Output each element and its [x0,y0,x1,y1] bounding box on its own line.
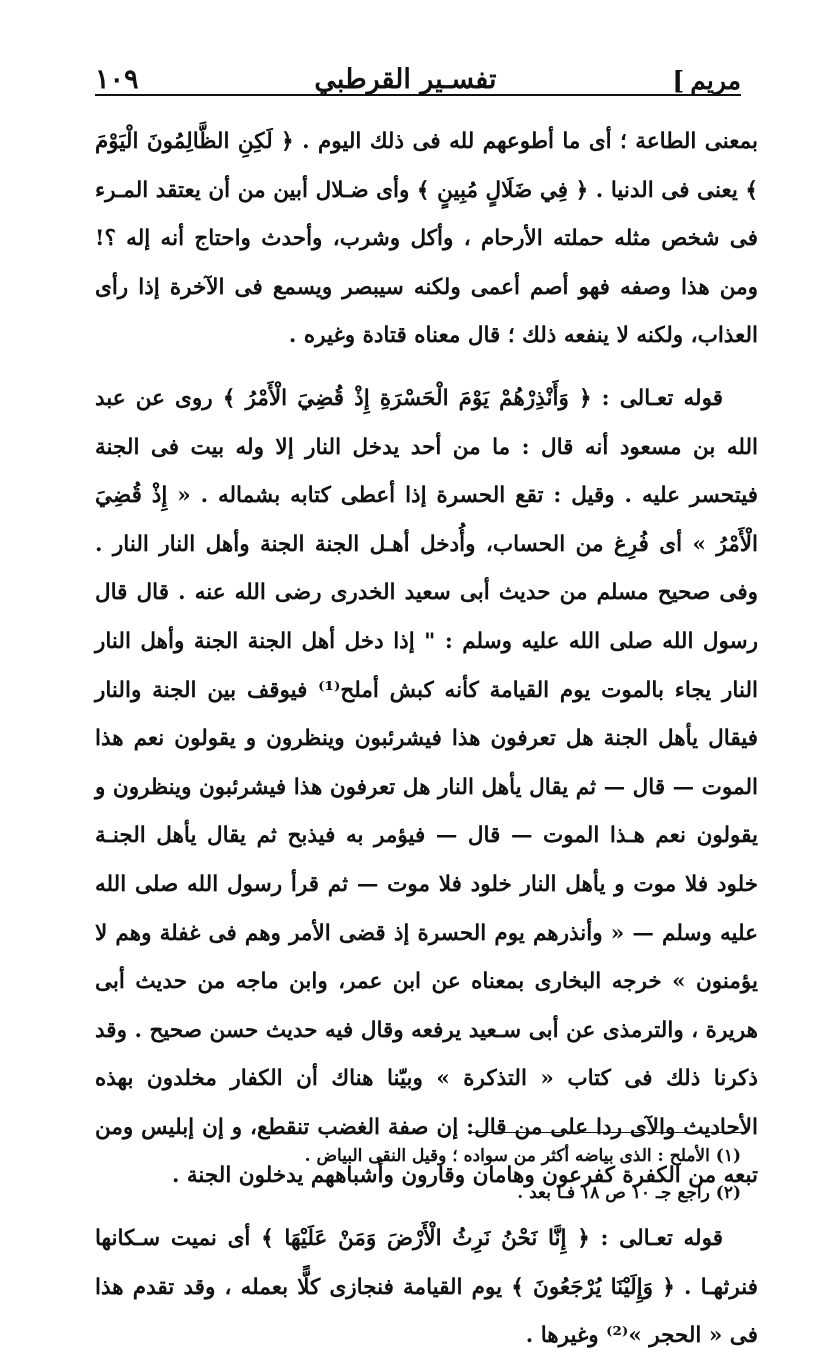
paragraph-3: قوله تعـالى : ﴿ إِنَّا نَحْنُ نَرِثُ الْأَرْضَ وَمَنْ عَلَيْهَا ﴾ أى نميت سـكانها فنرثهـا . ﴿ وَإِلَيْنَا يُرْجَعُونَ ﴾ يوم القيامة فنجازى كلًّا بعمله ، وقد تقدم هذا فى « الحجر »⁽²⁾ وغيرها . [95,1226,758,1349]
surah-label [672,66,741,95]
paragraph-1: بمعنى الطاعة ؛ أى ما أطوعهم لله فى ذلك اليوم . ﴿ لَكِنِ الظَّالِمُونَ الْيَوْمَ ﴾ يعنى فى الدنيا . ﴿ فِي ضَلَالٍ مُبِينٍ ﴾ وأى ضـلال أبين من أن يعتقد المـرء فى شخص مثله حملته الأرحام ، وأكل وشرب، وأحدث واحتاج أنه إله ؟! ومن هذا وصفه فهو أصم أعمى ولكنه سيبصر ويسمع فى الآخرة إذا رأى العذاب، ولكنه لا ينفعه ذلك ؛ قال معناه قتادة وغيره . [95,129,758,349]
footnote-rule [470,1132,741,1133]
surah-bracket: ] [672,66,685,95]
footnote-1: (١) الأملح : الذى بياضه أكثر من سواده ؛ وقيل النقى البياض . [304,1146,741,1166]
paragraph-2: قوله تعـالى : ﴿ وَأَنْذِرْهُمْ يَوْمَ الْحَسْرَةِ إِذْ قُضِيَ الْأَمْرُ ﴾ روى عن عبد الله بن مسعود أنه قال : ما من أحد يدخل النار إلا وله بيت فى الجنة فيتحسر عليه . وقيل : تقع الحسرة إذا أعطى كتابه بشماله . « إِذْ قُضِيَ الْأَمْرُ » أى فُرِغ من الحساب، وأُدخل أهـل الجنة الجنة وأهل النار النار . وفى صحيح مسلم من حديث أبى سعيد الخدرى رضى الله عنه . قال قال رسول الله صلى الله عليه وسلم : " إذا دخل أهل الجنة الجنة وأهل النار النار يجاء بالموت يوم القيامة كأنه كبش أملح⁽¹⁾ فيوقف بين الجنة والنار فيقال يأهل الجنة هل تعرفون هذا فيشرئبون وينظرون و يقولون نعم هذا الموت — قال — ثم يقال يأهل النار هل تعرفون هذا فيشرئبون وينظرون و يقولون نعم هـذا الموت — قال — فيؤمر به فيذبح ثم يقال يأهل الجنـة خلود فلا موت و يأهل النار خلود فلا موت — ثم قرأ رسول الله صلى الله عليه وسلم — « وأنذرهم يوم الحسرة إذ قضى الأمر وهم فى غفلة وهم لا يؤمنون » خرجه البخارى بمعناه عن ابن عمر، وابن ماجه من حديث أبى هريرة ، والترمذى عن أبى سـعيد يرفعه وقال فيه حديث حسن صحيح . وقد ذكرنا ذلك فى كتاب « التذكرة » وبيّنا هناك أن الكفار مخلدون بهذه الأحاديث والآى ردا على من قال: إن صفة الغضب تنقطع، و إن إبليس ومن تبعه من الكفرة كفرعون وهامان وقارون وأشباههم يدخلون الجنة . [95,385,758,1189]
paragraph-gap [95,361,758,375]
surah-name: مريم [690,66,741,95]
page-number: ١٠٩ [95,64,139,95]
footnotes [95,1138,741,1212]
footnote-2: (٢) راجع جـ ١٠ ص ١٨ فـا بعد . [517,1183,741,1203]
page-header [95,45,741,95]
book-title: تفسـير القرطبي [314,64,497,95]
header-rule [95,94,741,96]
